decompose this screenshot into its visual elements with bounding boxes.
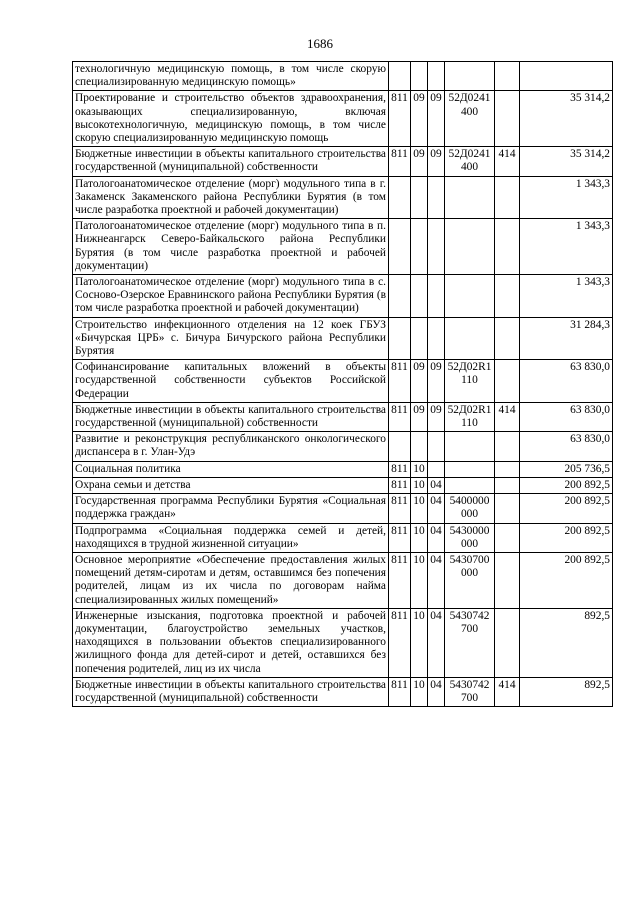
row-admin-code <box>389 432 411 461</box>
row-subsection-code: 04 <box>428 677 445 706</box>
row-admin-code: 811 <box>389 91 411 147</box>
table-row <box>73 402 613 431</box>
row-description: Патологоанатомическое отделение (морг) модульного типа в с. Сосново-Озерское Еравнинского района Республики Бурятия (в том числе разработка проектной и рабочей документации) <box>73 275 389 318</box>
row-amount: 200 892,5 <box>520 523 613 552</box>
row-admin-code: 811 <box>389 677 411 706</box>
row-target-article <box>445 219 495 275</box>
row-amount: 200 892,5 <box>520 552 613 608</box>
row-admin-code: 811 <box>389 494 411 523</box>
row-target-article: 52Д02R1 110 <box>445 402 495 431</box>
row-expense-type <box>495 62 520 91</box>
row-section-code: 10 <box>411 608 428 677</box>
row-target-article <box>445 461 495 477</box>
row-target-article <box>445 477 495 493</box>
row-subsection-code: 04 <box>428 552 445 608</box>
row-description: Проектирование и строительство объектов здравоохранения, оказывающих специализированную, включая высокотехнологичную, медицинскую помощь, в том числе скорую специализированную медицинскую помощь <box>73 91 389 147</box>
row-subsection-code <box>428 275 445 318</box>
row-amount: 63 830,0 <box>520 402 613 431</box>
row-expense-type <box>495 494 520 523</box>
row-subsection-code: 09 <box>428 147 445 176</box>
row-target-article: 52Д0241 400 <box>445 91 495 147</box>
row-description: Охрана семьи и детства <box>73 477 389 493</box>
row-section-code <box>411 317 428 360</box>
row-section-code: 09 <box>411 91 428 147</box>
row-description: технологичную медицинскую помощь, в том числе скорую специализированную медицинскую помощь» <box>73 62 389 91</box>
row-subsection-code <box>428 176 445 219</box>
row-subsection-code <box>428 432 445 461</box>
row-admin-code <box>389 176 411 219</box>
row-section-code: 09 <box>411 147 428 176</box>
row-amount: 1 343,3 <box>520 275 613 318</box>
row-target-article: 5430742 700 <box>445 677 495 706</box>
row-subsection-code: 04 <box>428 494 445 523</box>
row-amount: 35 314,2 <box>520 91 613 147</box>
row-expense-type <box>495 275 520 318</box>
row-section-code: 09 <box>411 360 428 403</box>
row-amount: 1 343,3 <box>520 176 613 219</box>
row-section-code: 10 <box>411 494 428 523</box>
table-row <box>73 477 613 493</box>
row-admin-code <box>389 62 411 91</box>
row-description: Социальная политика <box>73 461 389 477</box>
row-admin-code <box>389 317 411 360</box>
row-amount: 200 892,5 <box>520 477 613 493</box>
row-subsection-code: 09 <box>428 360 445 403</box>
row-description: Патологоанатомическое отделение (морг) модульного типа в п. Нижнеангарск Северо-Байкальского района Республики Бурятия (в том числе разработка проектной и рабочей документации) <box>73 219 389 275</box>
table-row <box>73 552 613 608</box>
table-row <box>73 317 613 360</box>
row-description: Государственная программа Республики Бурятия «Социальная поддержка граждан» <box>73 494 389 523</box>
row-description: Бюджетные инвестиции в объекты капитального строительства государственной (муниципальной) собственности <box>73 677 389 706</box>
row-target-article <box>445 176 495 219</box>
row-section-code <box>411 176 428 219</box>
row-amount: 63 830,0 <box>520 360 613 403</box>
row-section-code: 09 <box>411 402 428 431</box>
row-target-article: 5430000 000 <box>445 523 495 552</box>
row-expense-type: 414 <box>495 677 520 706</box>
row-amount: 200 892,5 <box>520 494 613 523</box>
table-row <box>73 677 613 706</box>
row-admin-code: 811 <box>389 461 411 477</box>
row-expense-type <box>495 477 520 493</box>
row-section-code: 10 <box>411 552 428 608</box>
row-expense-type <box>495 432 520 461</box>
row-subsection-code: 04 <box>428 608 445 677</box>
table-row <box>73 275 613 318</box>
table-row <box>73 147 613 176</box>
row-subsection-code: 04 <box>428 477 445 493</box>
row-section-code <box>411 62 428 91</box>
table-row <box>73 91 613 147</box>
row-expense-type <box>495 461 520 477</box>
budget-table <box>72 61 613 707</box>
row-section-code <box>411 219 428 275</box>
row-section-code: 10 <box>411 523 428 552</box>
table-row <box>73 523 613 552</box>
row-amount: 205 736,5 <box>520 461 613 477</box>
row-description: Патологоанатомическое отделение (морг) модульного типа в г. Закаменск Закаменского района Республики Бурятия (в том числе разработка проектной и рабочей документации) <box>73 176 389 219</box>
table-row <box>73 432 613 461</box>
row-admin-code: 811 <box>389 523 411 552</box>
row-section-code: 10 <box>411 477 428 493</box>
row-subsection-code <box>428 219 445 275</box>
row-admin-code: 811 <box>389 477 411 493</box>
table-row <box>73 176 613 219</box>
row-expense-type <box>495 317 520 360</box>
row-target-article: 5430742 700 <box>445 608 495 677</box>
row-admin-code: 811 <box>389 552 411 608</box>
row-description: Бюджетные инвестиции в объекты капитального строительства государственной (муниципальной) собственности <box>73 402 389 431</box>
row-description: Основное мероприятие «Обеспечение предоставления жилых помещений детям-сиротам и детям, оставшимся без попечения родителей, лицам из их числа по договорам найма специализированных жилых помещений» <box>73 552 389 608</box>
table-row <box>73 494 613 523</box>
row-admin-code <box>389 219 411 275</box>
table-row <box>73 360 613 403</box>
row-expense-type: 414 <box>495 147 520 176</box>
row-section-code <box>411 275 428 318</box>
row-section-code: 10 <box>411 677 428 706</box>
row-target-article: 52Д0241 400 <box>445 147 495 176</box>
row-subsection-code <box>428 461 445 477</box>
row-amount <box>520 62 613 91</box>
row-amount: 31 284,3 <box>520 317 613 360</box>
row-expense-type <box>495 176 520 219</box>
row-target-article: 5400000 000 <box>445 494 495 523</box>
page-number: 1686 <box>307 36 333 51</box>
row-section-code <box>411 432 428 461</box>
row-subsection-code <box>428 317 445 360</box>
row-admin-code: 811 <box>389 147 411 176</box>
table-row <box>73 219 613 275</box>
row-expense-type: 414 <box>495 402 520 431</box>
table-row <box>73 461 613 477</box>
row-description: Софинансирование капитальных вложений в объекты государственной собственности субъектов Российской Федерации <box>73 360 389 403</box>
row-target-article <box>445 317 495 360</box>
row-admin-code: 811 <box>389 360 411 403</box>
row-subsection-code <box>428 62 445 91</box>
row-description: Строительство инфекционного отделения на 12 коек ГБУЗ «Бичурская ЦРБ» с. Бичура Бичурского района Республики Бурятия <box>73 317 389 360</box>
table-row <box>73 608 613 677</box>
row-description: Бюджетные инвестиции в объекты капитального строительства государственной (муниципальной) собственности <box>73 147 389 176</box>
row-target-article <box>445 432 495 461</box>
row-section-code: 10 <box>411 461 428 477</box>
row-admin-code: 811 <box>389 608 411 677</box>
row-target-article: 52Д02R1 110 <box>445 360 495 403</box>
row-subsection-code: 09 <box>428 91 445 147</box>
row-description: Развитие и реконструкция республиканского онкологического диспансера в г. Улан-Удэ <box>73 432 389 461</box>
table-body <box>73 62 613 707</box>
row-admin-code: 811 <box>389 402 411 431</box>
row-amount: 35 314,2 <box>520 147 613 176</box>
row-amount: 892,5 <box>520 608 613 677</box>
row-target-article: 5430700 000 <box>445 552 495 608</box>
row-expense-type <box>495 91 520 147</box>
row-description: Подпрограмма «Социальная поддержка семей и детей, находящихся в трудной жизненной ситуации» <box>73 523 389 552</box>
row-admin-code <box>389 275 411 318</box>
row-amount: 1 343,3 <box>520 219 613 275</box>
row-target-article <box>445 62 495 91</box>
row-amount: 892,5 <box>520 677 613 706</box>
row-expense-type <box>495 608 520 677</box>
row-expense-type <box>495 360 520 403</box>
row-amount: 63 830,0 <box>520 432 613 461</box>
row-expense-type <box>495 219 520 275</box>
row-subsection-code: 09 <box>428 402 445 431</box>
row-expense-type <box>495 552 520 608</box>
row-description: Инженерные изыскания, подготовка проектной и рабочей документации, благоустройство земельных участков, находящихся в пользовании объектов специализированного жилищного фонда для детей-сирот и детей, оставшихся без попечения родителей, лиц из их числа <box>73 608 389 677</box>
table-row <box>73 62 613 91</box>
row-subsection-code: 04 <box>428 523 445 552</box>
row-target-article <box>445 275 495 318</box>
row-expense-type <box>495 523 520 552</box>
